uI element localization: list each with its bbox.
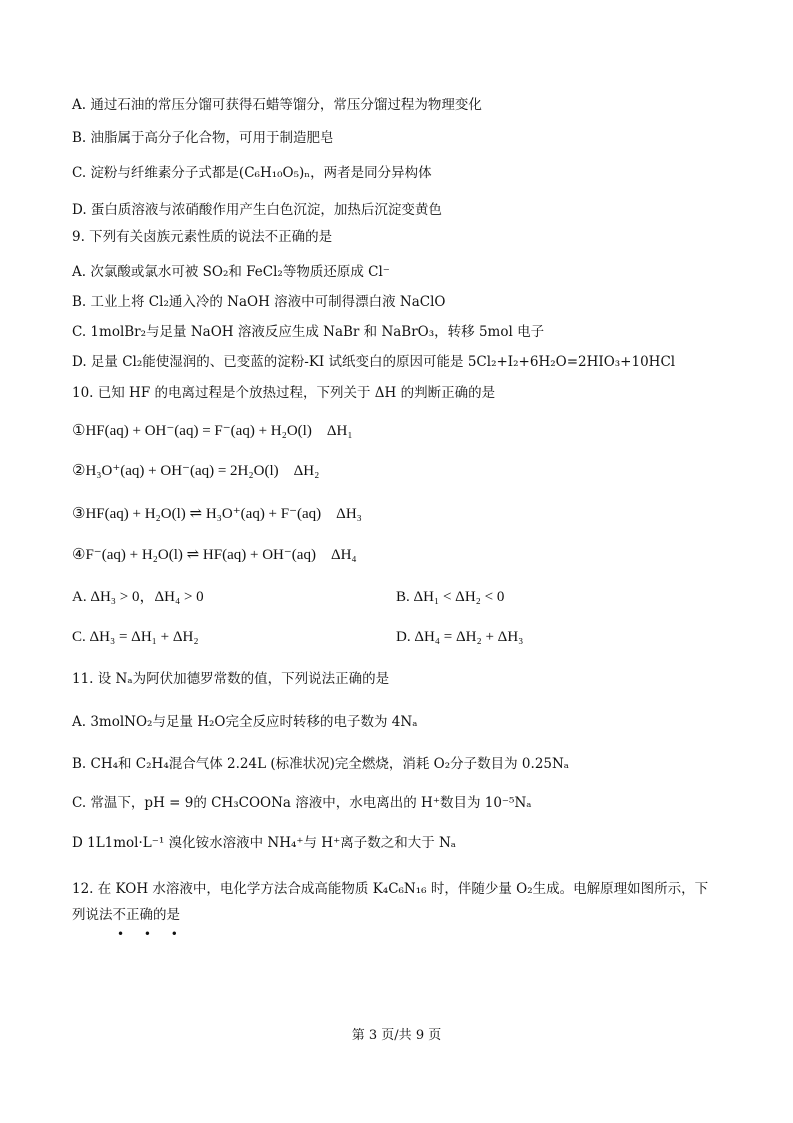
q9-option-d: D. 足量 Cl₂能使湿润的、已变蓝的淀粉-KI 试纸变白的原因可能是 5Cl₂+I₂+6H₂O=2HIO₃+10HCl: [72, 354, 676, 370]
q8-option-d: D. 蛋白质溶液与浓硝酸作用产生白色沉淀，加热后沉淀变黄色: [72, 202, 442, 218]
q11-option-c: C. 常温下，pH = 9的 CH₃COONa 溶液中，水电离出的 H⁺数目为 10⁻⁵Nₐ: [72, 795, 532, 811]
q8-option-b: B. 油脂属于高分子化合物，可用于制造肥皂: [72, 130, 334, 146]
emphasis-dots: • • •: [117, 927, 186, 941]
q9-option-c: C. 1molBr₂与足量 NaOH 溶液反应生成 NaBr 和 NaBrO₃，转移 5mol 电子: [72, 324, 545, 340]
q10-option-a: A. ΔH₃ > 0，ΔH₄ > 0: [72, 589, 204, 605]
q10-stem: 10. 已知 HF 的电离过程是个放热过程，下列关于 ΔH 的判断正确的是: [72, 385, 496, 401]
q10-reaction-3: ③HF(aq) + H₂O(l) ⇌ H₃O⁺(aq) + F⁻(aq) ΔH₃: [72, 506, 362, 522]
q8-option-c: C. 淀粉与纤维素分子式都是(C₆H₁₀O₅)ₙ，两者是同分异构体: [72, 165, 432, 181]
q12-stem-line2: 列说法不正确的是: [72, 907, 180, 923]
q9-option-b: B. 工业上将 Cl₂通入冷的 NaOH 溶液中可制得漂白液 NaClO: [72, 294, 446, 310]
q10-option-d: D. ΔH₄ = ΔH₂ + ΔH₃: [396, 629, 524, 645]
q9-option-a: A. 次氯酸或氯水可被 SO₂和 FeCl₂等物质还原成 Cl⁻: [72, 264, 390, 280]
q10-option-b: B. ΔH₁ < ΔH₂ < 0: [396, 589, 505, 605]
q11-option-d: D 1L1mol·L⁻¹ 溴化铵水溶液中 NH₄⁺与 H⁺离子数之和大于 Nₐ: [72, 835, 457, 851]
page-footer: 第 3 页/共 9 页: [351, 1028, 442, 1043]
q8-option-a: A. 通过石油的常压分馏可获得石蜡等馏分，常压分馏过程为物理变化: [72, 97, 482, 113]
q10-reaction-2: ②H₃O⁺(aq) + OH⁻(aq) = 2H₂O(l) ΔH₂: [72, 463, 320, 479]
q12-stem-line1: 12. 在 KOH 水溶液中，电化学方法合成高能物质 K₄C₆N₁₆ 时，伴随少量 O₂生成。电解原理如图所示，下: [72, 881, 709, 897]
q10-reaction-4: ④F⁻(aq) + H₂O(l) ⇌ HF(aq) + OH⁻(aq) ΔH₄: [72, 547, 357, 563]
q10-option-c: C. ΔH₃ = ΔH₁ + ΔH₂: [72, 629, 199, 645]
q11-option-b: B. CH₄和 C₂H₄混合气体 2.24L (标准状况)完全燃烧，消耗 O₂分子数目为 0.25Nₐ: [72, 756, 570, 772]
q11-option-a: A. 3molNO₂与足量 H₂O完全反应时转移的电子数为 4Nₐ: [72, 714, 418, 730]
q11-stem: 11. 设 Nₐ为阿伏加德罗常数的值，下列说法正确的是: [72, 671, 390, 687]
q9-stem: 9. 下列有关卤族元素性质的说法不正确的是: [72, 229, 333, 245]
q10-reaction-1: ①HF(aq) + OH⁻(aq) = F⁻(aq) + H₂O(l) ΔH₁: [72, 423, 353, 439]
